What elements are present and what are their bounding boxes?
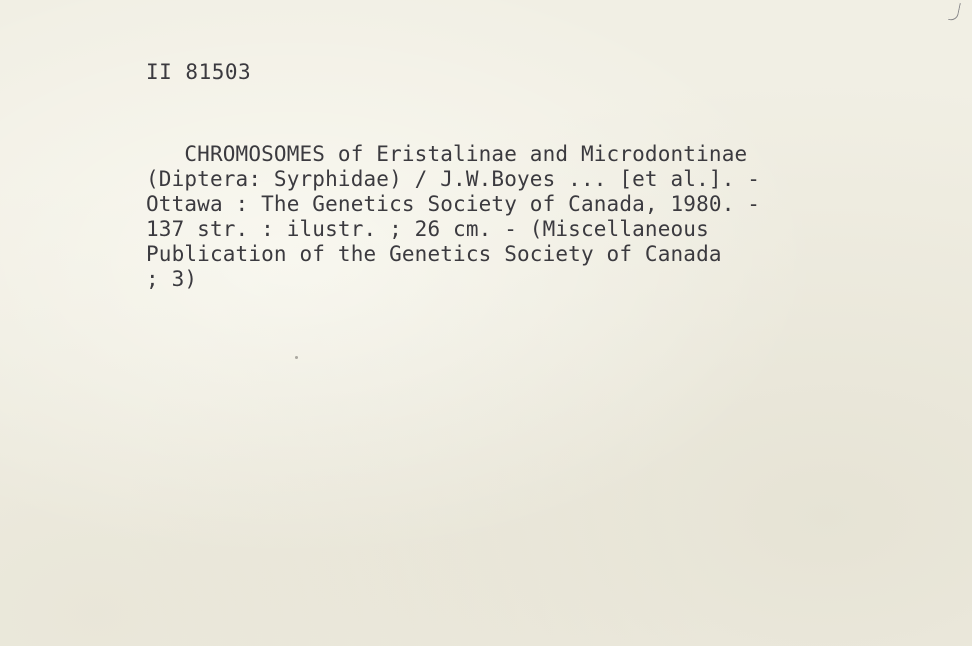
paper-speck	[295, 356, 298, 359]
entry-line: Publication of the Genetics Society of Canada	[146, 242, 722, 266]
entry-line: ; 3)	[146, 267, 198, 291]
entry-line: (Diptera: Syrphidae) / J.W.Boyes ... [et al.]. -	[146, 167, 761, 191]
entry-line: Ottawa : The Genetics Society of Canada, 1980. -	[146, 192, 761, 216]
entry-line: 137 str. : ilustr. ; 26 cm. - (Miscellaneous	[146, 217, 709, 241]
bibliographic-entry	[146, 142, 760, 292]
call-number: II 81503	[146, 60, 252, 84]
pencil-mark-icon	[948, 1, 961, 21]
entry-line: CHROMOSOMES of Eristalinae and Microdontinae	[146, 142, 748, 166]
